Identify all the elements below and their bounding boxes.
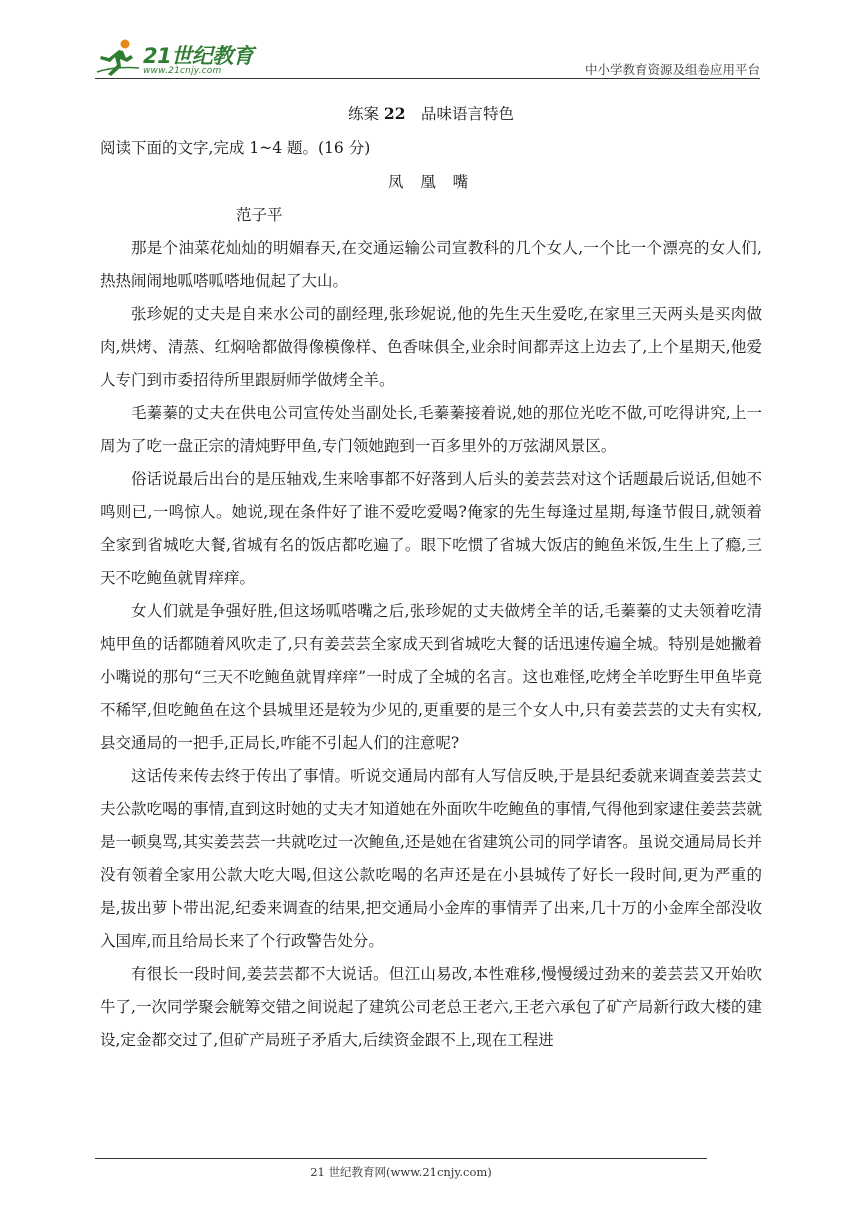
header-divider [95,78,760,79]
question-instruction: 阅读下面的文字,完成 1~4 题。(16 分) [100,139,371,157]
footer-divider [95,1158,707,1159]
story-paragraph: 那是个油菜花灿灿的明媚春天,在交通运输公司宣教科的几个女人,一个比一个漂亮的女人们,热热闹闹地呱嗒呱嗒地侃起了大山。 [100,239,762,290]
title-topic: 品味语言特色 [421,105,515,123]
document-body [100,96,762,1057]
story-paragraph: 女人们就是争强好胜,但这场呱嗒嘴之后,张珍妮的丈夫做烤全羊的话,毛蓁蓁的丈夫领着吃清炖甲鱼的话都随着风吹走了,只有姜芸芸全家成天到省城吃大餐的话迅速传遍全城。特别是她撇着小嘴说的那句“三天不吃鲍鱼就胃痒痒”一时成了全城的名言。这也难怪,吃烤全羊吃野生甲鱼毕竟不稀罕,但吃鲍鱼在这个县城里还是较为少见的,更重要的是三个女人中,只有姜芸芸的丈夫有实权,县交通局的一把手,正局长,咋能不引起人们的注意呢? [100,602,762,752]
story-title: 凤 凰 嘴 [387,173,475,191]
title-prefix: 练案 [347,105,379,123]
story-paragraph: 有很长一段时间,姜芸芸都不大说话。但江山易改,本性难移,慢慢缓过劲来的姜芸芸又开始吹牛了,一次同学聚会觥筹交错之间说起了建筑公司老总王老六,王老六承包了矿产局新行政大楼的建设,定金都交过了,但矿产局班子矛盾大,后续资金跟不上,现在工程进 [100,965,762,1049]
logo-text: 21世纪教育 [143,44,254,68]
story-paragraph: 张珍妮的丈夫是自来水公司的副经理,张珍妮说,他的先生天生爱吃,在家里三天两头是买肉做肉,烘烤、清蒸、红焖啥都做得像模像样、色香味俱全,业余时间都弄这上边去了,上个星期天,他爱人专门到市委招待所里跟厨师学做烤全羊。 [100,305,762,389]
story-paragraph: 这话传来传去终于传出了事情。听说交通局内部有人写信反映,于是县纪委就来调查姜芸芸丈夫公款吃喝的事情,直到这时她的丈夫才知道她在外面吹牛吃鲍鱼的事情,气得他到家逮住姜芸芸就是一顿臭骂,其实姜芸芸一共就吃过一次鲍鱼,还是她在省建筑公司的同学请客。虽说交通局局长并没有领着全家用公款大吃大喝,但这公款吃喝的名声还是在小县城传了好长一段时间,更为严重的是,拔出萝卜带出泥,纪委来调查的结果,把交通局小金库的事情弄了出来,几十万的小金库全部没收入国库,而且给局长来了个行政警告处分。 [100,767,762,950]
runner-logo-icon [95,38,141,78]
title-number: 22 [383,104,406,123]
platform-name: 中小学教育资源及组卷应用平台 [584,62,760,77]
footer-link[interactable]: 21 世纪教育网(www.21cnjy.com) [310,1165,492,1179]
exercise-title [100,96,762,132]
story-paragraph: 俗话说最后出台的是压轴戏,生来啥事都不好落到人后头的姜芸芸对这个话题最后说话,但她不鸣则已,一鸣惊人。她说,现在条件好了谁不爱吃爱喝?俺家的先生每逢过星期,每逢节假日,就领着全家到省城吃大餐,省城有名的饭店都吃遍了。眼下吃惯了省城大饭店的鲍鱼米饭,生生上了瘾,三天不吃鲍鱼就胃痒痒。 [100,470,762,587]
page-header [95,30,760,80]
story-author: 范子平 [236,206,283,224]
site-logo[interactable] [95,38,255,78]
logo-url: www.21cnjy.com [143,66,222,76]
story-paragraph: 毛蓁蓁的丈夫在供电公司宣传处当副处长,毛蓁蓁接着说,她的那位光吃不做,可吃得讲究,上一周为了吃一盘正宗的清炖野甲鱼,专门领她跑到一百多里外的万弦湖风景区。 [100,404,762,455]
